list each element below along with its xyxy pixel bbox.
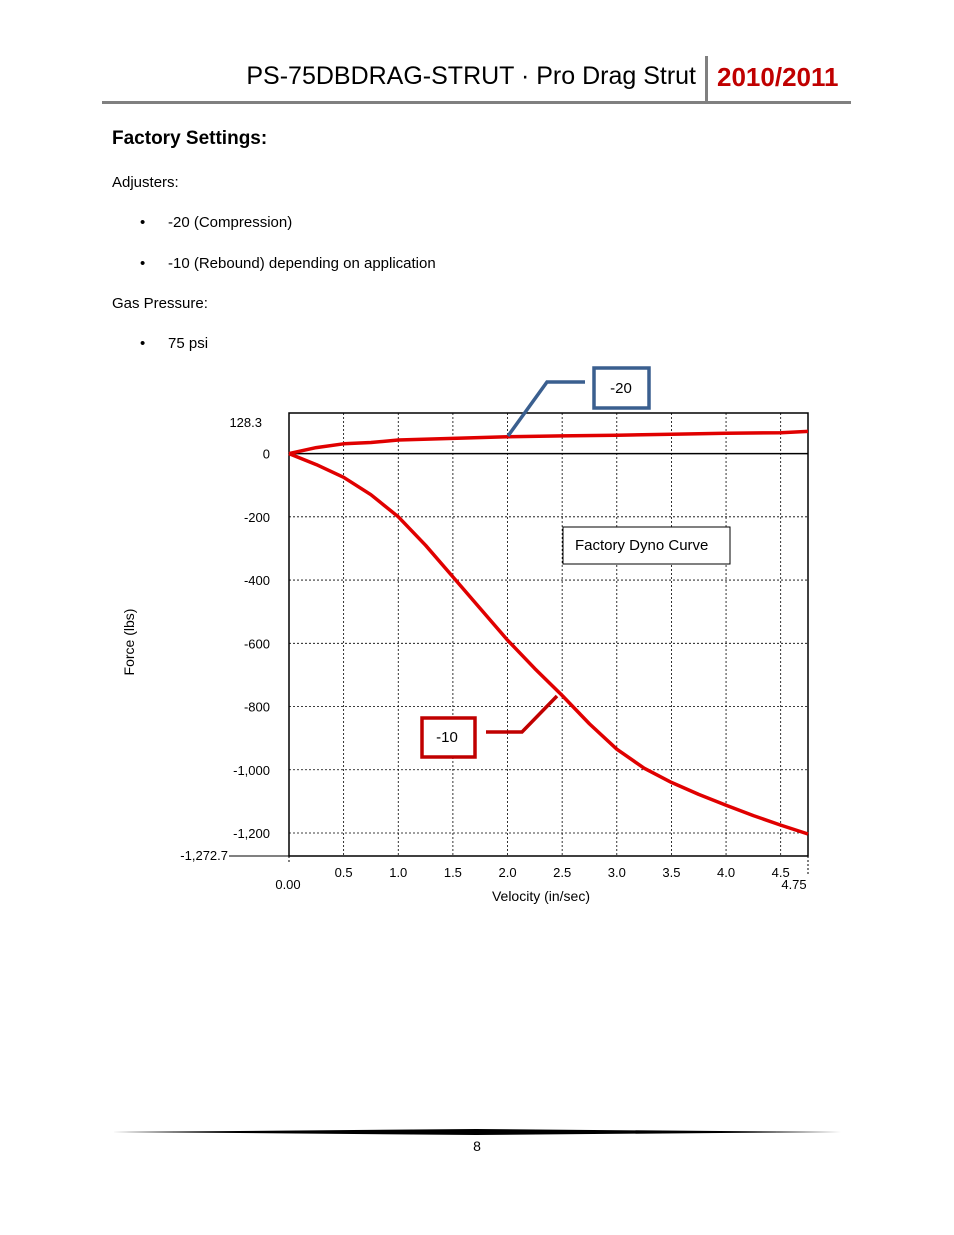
x-axis-label: Velocity (in/sec)	[491, 888, 591, 904]
x-max-label: 4.75	[781, 877, 807, 892]
y-tick-label: -200	[243, 509, 270, 525]
y-tick-labels	[233, 447, 270, 841]
list-item-gas-pressure: 75 psi	[168, 335, 209, 352]
series-line-compression	[289, 431, 808, 453]
x-tick-label: 4.0	[717, 865, 736, 880]
x-tick-label: 3.0	[607, 865, 626, 880]
callout-leader-10	[486, 696, 557, 732]
y-tick-label: -400	[243, 573, 270, 589]
y-max-label: 128.3	[229, 415, 262, 430]
document-year: 2010/2011	[717, 62, 839, 92]
x-tick-label: 0.5	[334, 865, 353, 880]
series-line-rebound	[289, 454, 808, 834]
y-tick-label: -600	[243, 636, 270, 652]
x-tick-label: 1.5	[443, 865, 462, 880]
x-tick-label: 3.5	[662, 865, 681, 880]
page-number: 8	[473, 1138, 481, 1154]
y-min-label: -1,272.7	[180, 848, 228, 863]
adjusters-label: Adjusters:	[112, 174, 179, 191]
x-tick-label: 2.0	[498, 865, 517, 880]
y-tick-label: -800	[243, 699, 270, 715]
list-item-compression: -20 (Compression)	[168, 214, 293, 231]
x-tick-label: 4.5	[771, 865, 790, 880]
y-tick-label: -1,000	[233, 762, 270, 778]
series-layer	[289, 431, 808, 834]
callout-leader-20	[508, 382, 585, 436]
legend-text: Factory Dyno Curve	[575, 537, 709, 554]
y-axis-label: Force (lbs)	[121, 608, 137, 676]
bullet-marker: •	[140, 214, 146, 231]
gas-pressure-label: Gas Pressure:	[112, 295, 208, 312]
x-tick-label: 1.0	[389, 865, 408, 880]
footer-rule	[112, 1129, 841, 1135]
callout-label-20: -20	[610, 380, 632, 397]
callout-label-10: -10	[436, 729, 458, 746]
bullet-marker: •	[140, 255, 146, 272]
list-item-rebound: -10 (Rebound) depending on application	[168, 255, 436, 272]
section-heading: Factory Settings:	[112, 128, 268, 149]
x-min-label: 0.00	[275, 877, 301, 892]
bullet-marker: •	[140, 335, 146, 352]
y-tick-label: 0	[262, 446, 270, 462]
plot-frame	[289, 413, 808, 856]
x-tick-labels	[335, 865, 790, 880]
document-title: PS-75DBDRAG-STRUT · Pro Drag Strut	[246, 62, 696, 90]
x-tick-label: 2.5	[553, 865, 572, 880]
y-tick-label: -1,200	[233, 826, 270, 842]
